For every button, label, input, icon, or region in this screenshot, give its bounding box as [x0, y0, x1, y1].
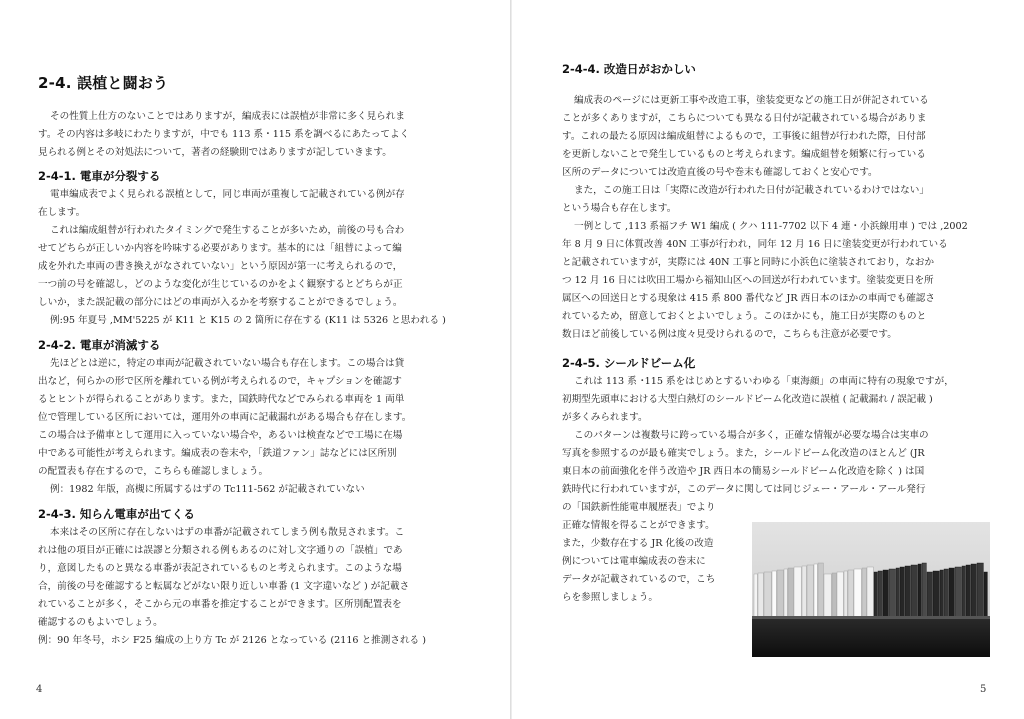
book-spine	[922, 563, 926, 618]
text-line: り，意図したものと異なる車番が表記されているものと考えられます。このような場	[38, 563, 402, 574]
text-line: という場合も存在します。	[562, 203, 677, 214]
text-line: 見られる例とその対処法について，著者の経験則ではありますが記していきます。	[38, 147, 392, 158]
text-line: 先ほどとは逆に，特定の車両が記載されていない場合も存在します。この場合は貸	[50, 358, 405, 369]
book-spine	[784, 569, 787, 618]
bookshelf-photo-image	[752, 522, 990, 657]
text-line: れは他の項目が正確には誤謬と分類される例もあるのに対し文字通りの「誤植」であ	[38, 545, 403, 556]
book-spine	[911, 565, 917, 618]
book-spine	[984, 572, 987, 618]
text-line: す。これの最たる原因は編成組替によるもので，工事後に組替が行われた際，日付部	[562, 131, 926, 142]
text-line: また，少数存在する JR 化後の改造	[562, 538, 714, 549]
text-line: 位で管理している区所においては，運用外の車両に記載漏れがある場合も存在します。	[38, 412, 412, 423]
text-line: 数日ほど前後している例は度々見受けられるので，こちらも注意が必要です。	[562, 329, 897, 340]
text-line: るとヒントが得られることがあります。また，国鉄時代などでみられる車両を 1 両単	[38, 394, 405, 405]
section-heading: 2-4-2. 電車が消滅する	[38, 338, 161, 352]
text-line: この場合は予備車として運用に入っていない場合や，あるいは検査などで工場に在場	[38, 430, 403, 441]
text-line: 編成表のページには更新工事や改造工事，塗装変更などの施工日が併記されている	[574, 95, 929, 106]
page-number: 5	[980, 684, 987, 695]
text-line: その性質上仕方のないことではありますが，編成表には誤植が非常に多く見られま	[50, 111, 405, 122]
text-line: 在します。	[38, 207, 86, 218]
text-line: 正確な情報を得ることができます。	[562, 520, 715, 531]
text-line: これは編成組替が行われたタイミングで発生することが多いため，前後の号も合わ	[50, 225, 405, 236]
text-line: 鉄時代に行われていますが，このデータに関しては同じジェー・アール・アール発行	[562, 484, 926, 495]
section-heading: 2-4-1. 電車が分裂する	[38, 169, 161, 183]
left-page	[0, 0, 510, 719]
text-line: 成を外れた車両の書き換えがなされていない」という原因が第一に考えられるので，	[38, 261, 403, 272]
text-line: を更新しないことで発生しているものと考えられます。編成組替を頻繁に行っている	[562, 149, 926, 160]
book-spine	[848, 570, 853, 618]
book-spine	[940, 570, 943, 618]
chapter-title: 2-4. 誤植と闘おう	[38, 74, 169, 92]
book-spine	[832, 573, 836, 618]
book-spine	[818, 563, 823, 618]
book-spine	[883, 570, 888, 618]
book-spine	[754, 574, 757, 618]
book-spine	[889, 569, 895, 618]
book-spine	[971, 564, 976, 618]
book-spine	[814, 564, 817, 618]
text-line: 初期型先頭車における大型白熱灯のシールドビーム化改造に誤植 ( 記載漏れ / 誤記載 )	[562, 394, 933, 405]
text-line: 合，前後の号を確認すると転属などがない限り近しい車番 (1 文字違いなど ) が記載さ	[38, 581, 410, 592]
book-spine	[862, 568, 866, 618]
text-line: 中である可能性が考えられます。編成表の巻末や，「鉄道ファン」誌などには区所別	[38, 448, 397, 459]
book-spine	[764, 572, 771, 618]
book-spine	[772, 571, 776, 618]
text-line: ことが多くありますが，こちらについても異なる日付が記載されている場合がありま	[562, 113, 927, 124]
book-spine	[837, 572, 843, 618]
book-spine	[896, 568, 899, 618]
text-line: 電車編成表でよく見られる誤植として，同じ車両が重複して記載されている例が存	[50, 189, 405, 200]
book-spine	[807, 565, 813, 618]
book-spine	[933, 571, 939, 618]
book-spine	[867, 567, 873, 618]
section-heading: 2-4-3. 知らん電車が出てくる	[38, 507, 195, 521]
bookshelf-photo	[752, 522, 990, 657]
book-spine	[955, 567, 961, 618]
text-line: れていることが多く，そこから元の車番を推定することができます。区所別配置表を	[38, 599, 402, 610]
text-line: これは 113 系 ･115 系をはじめとするいわゆる「東海顔」の車両に特有の現象ですが，	[574, 376, 954, 387]
book-spine	[977, 563, 983, 618]
text-line: 写真を参照するのが最も確実でしょう。また，シールドビーム化改造のほとんど (JR	[562, 448, 925, 459]
book-spine	[878, 571, 882, 618]
section-heading: 2-4-4. 改造日がおかしい	[562, 62, 696, 76]
text-line: データが記載されているので，こち	[562, 574, 716, 585]
book-spine	[844, 571, 847, 618]
text-line: このパターンは複数号に跨っている場合が多く，正確な情報が必要な場合は実車の	[574, 430, 929, 441]
text-line: 一例として ,113 系福フチ W1 編成 ( クハ 111-7702 以下 4 連・小浜線用車 ) では ,2002	[574, 221, 968, 232]
section-heading: 2-4-5. シールドビーム化	[562, 356, 696, 370]
text-line: と記載されていますが，実際には 40N 工事と同時に小浜色に塗装されており，なおか	[562, 257, 935, 268]
book-spine	[758, 573, 763, 618]
book-spine	[944, 569, 948, 618]
book-spine	[927, 572, 932, 618]
text-line: 例については電車編成表の巻末に	[562, 556, 706, 567]
text-line: 属区への回送日とする現象は 415 系 800 番代など JR 西日本のほかの車両でも確認さ	[562, 293, 935, 304]
book-spine	[824, 574, 831, 618]
book-spine	[918, 564, 921, 618]
text-line: の「国鉄新性能電車履歴表」でより	[562, 502, 716, 513]
example-line: 例:95 年夏号 ,MM'5225 が K11 と K15 の 2 箇所に存在する (K11 は 5326 と思われる )	[50, 315, 446, 326]
book-spine	[777, 570, 783, 618]
book-spine	[874, 572, 877, 618]
text-line: せてどちらが正しいか内容を吟味する必要があります。基本的には「組替によって編	[38, 243, 402, 254]
text-line: 出など，何らかの形で区所を離れている例が考えられるので，キャプションを確認す	[38, 376, 402, 387]
text-line: が多くみられます。	[562, 412, 648, 423]
book-spine	[905, 566, 910, 618]
example-line: 例：90 年冬号，ホシ F25 編成の上り方 Tc が 2126 となっている (2116 と推測される )	[38, 635, 426, 646]
page-number: 4	[36, 684, 43, 695]
text-line: しいか，また誤記載の部分にはどの車両が入るかを考察することができるでしょう。	[38, 297, 403, 308]
book-spine	[794, 567, 801, 618]
book-spine	[962, 566, 965, 618]
book-spine	[854, 569, 861, 618]
text-line: 区所のデータについては改造直後の号や巻末も確認しておくと安心です。	[562, 167, 878, 178]
text-line: つ 12 月 16 日には吹田工場から福知山区への回送が行われています。塗装変更日を所	[562, 275, 934, 286]
book-spine	[949, 568, 954, 618]
book-spine	[788, 568, 793, 618]
text-line: 一つ前の号を確認し，どのような変化が生じているのかをよく観察するとどちらが正	[38, 279, 403, 290]
text-line: また，この施工日は「実際に改造が行われた日付が記載されているわけではない」	[574, 185, 929, 196]
text-line: の配置表も存在するので，こちらも確認しましょう。	[38, 466, 269, 477]
text-line: 本来はその区所に存在しないはずの車番が記載されてしまう例も散見されます。こ	[50, 527, 405, 538]
book-spine	[966, 565, 970, 618]
text-line: 年 8 月 9 日に体質改善 40N 工事が行われ，同年 12 月 16 日に塗装変更が行われている	[562, 239, 948, 250]
text-line: す。その内容は多岐にわたりますが，中でも 113 系・115 系を調べるにあたってよく	[38, 129, 410, 140]
book-spine	[802, 566, 806, 618]
text-line: らを参照しましょう。	[562, 592, 658, 603]
text-line: 東日本の前面強化を伴う改造や JR 西日本の簡易シールドビーム化改造を除く ) は国	[562, 466, 925, 477]
text-line: れているため，留意しておくとよいでしょう。このほかにも，施工日が実際のものと	[562, 311, 927, 322]
text-line: 確認するのもよいでしょう。	[38, 617, 163, 628]
book-spine	[900, 567, 904, 618]
example-line: 例：1982 年版，高槻に所属するはずの Tc111-562 が記載されていない	[50, 484, 365, 495]
